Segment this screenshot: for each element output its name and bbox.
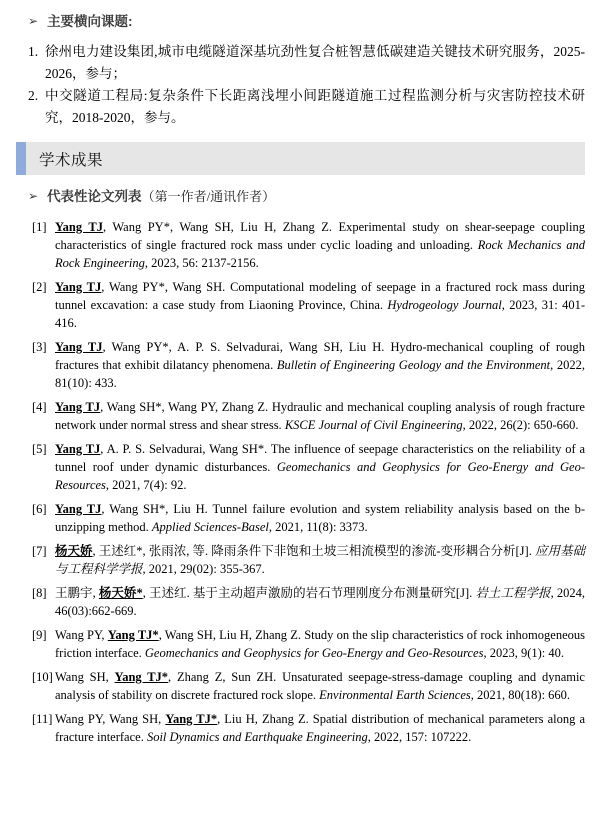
author-highlight: Yang TJ*	[114, 670, 169, 684]
paper-number: [6]	[32, 502, 47, 516]
paper-item	[28, 626, 585, 662]
paper-item	[28, 440, 585, 494]
project-item	[28, 41, 585, 85]
paper-text: , 2022, 26(2): 650-660.	[462, 418, 579, 432]
journal-name: Geomechanics and Geophysics for Geo-Energy and Geo-Resources	[144, 646, 484, 660]
journal-name: Applied Sciences-Basel	[151, 520, 269, 534]
paper-text: , 王述红*, 张雨浓, 等. 降雨条件下非饱和土坡三相流模型的渗流-变形耦合分析[J].	[92, 544, 535, 558]
paper-text: , 2021, 11(8): 3373.	[268, 520, 368, 534]
journal-name: Environmental Earth Sciences	[319, 688, 471, 702]
author-highlight: 杨天娇	[55, 544, 93, 558]
papers-heading-label: 代表性论文列表	[47, 189, 142, 204]
paper-text: , Wang PY*, A. P. S. Selvadurai, Wang SH, Liu H. Hydro-mechanical coupling of rough fractures that exhibit dilatancy phenomena.	[55, 340, 585, 372]
paper-text: , 2021, 7(4): 92.	[105, 478, 187, 492]
paper-item	[28, 278, 585, 332]
paper-number: [5]	[32, 442, 47, 456]
journal-name: Soil Dynamics and Earthquake Engineering	[146, 730, 368, 744]
paper-number: [11]	[32, 712, 53, 726]
papers-list	[28, 218, 585, 746]
project-item	[28, 85, 585, 129]
paper-text: , 2022, 157: 107222.	[367, 730, 472, 744]
author-highlight: Yang TJ	[55, 220, 103, 234]
author-highlight: Yang TJ	[55, 442, 101, 456]
projects-heading	[28, 12, 585, 32]
author-highlight: Yang TJ*	[107, 628, 159, 642]
paper-text: 王鹏宇,	[55, 586, 99, 600]
section-header-label: 学术成果	[39, 151, 104, 169]
paper-text: , 2023, 9(1): 40.	[483, 646, 565, 660]
paper-text: , 2024, 46(03):662-669.	[55, 586, 585, 618]
paper-text: , Zhang Z, Sun ZH. Unsaturated seepage-stress-damage coupling and dynamic analysis of stability on discrete fractured rock slope.	[55, 670, 585, 702]
paper-text: , 2021, 29(02): 355-367.	[142, 562, 265, 576]
journal-name: KSCE Journal of Civil Engineering	[284, 418, 463, 432]
arrow-bullet-icon: ➢	[28, 189, 39, 203]
paper-text: , A. P. S. Selvadurai, Wang SH*. The influence of seepage characteristics on the reliability of a tunnel roof under dynamic disturbances.	[55, 442, 585, 474]
section-header-achievements	[16, 142, 585, 175]
paper-text: Wang PY,	[55, 628, 108, 642]
author-highlight: 杨天娇*	[98, 586, 143, 600]
paper-text: , Wang SH, Liu H, Zhang Z. Study on the slip characteristics of rock inhomogeneous friction interface.	[55, 628, 585, 660]
paper-text: , Wang SH*, Wang PY, Zhang Z. Hydraulic and mechanical coupling analysis of rough fracture network under normal stress and shear stress.	[55, 400, 585, 432]
author-highlight: Yang TJ	[55, 400, 101, 414]
paper-number: [2]	[32, 280, 47, 294]
journal-name: 岩土工程学报	[475, 586, 551, 600]
paper-text: , 2021, 80(18): 660.	[470, 688, 571, 702]
papers-heading-subtitle: （第一作者/通讯作者）	[141, 189, 276, 204]
journal-name: Hydrogeology Journal	[387, 298, 502, 312]
author-highlight: Yang TJ*	[165, 712, 218, 726]
paper-text: Wang SH,	[55, 670, 115, 684]
project-item-number: 2.	[28, 88, 39, 103]
paper-item	[28, 542, 585, 578]
paper-number: [7]	[32, 544, 47, 558]
journal-name: 应用基础与工程科学学报	[55, 544, 585, 576]
paper-item	[28, 338, 585, 392]
projects-heading-label: 主要横向课题:	[47, 14, 133, 29]
journal-name: Bulletin of Engineering Geology and the Environment	[276, 358, 551, 372]
author-highlight: Yang TJ	[55, 340, 103, 354]
paper-number: [8]	[32, 586, 47, 600]
paper-number: [3]	[32, 340, 47, 354]
paper-item	[28, 500, 585, 536]
paper-item	[28, 710, 585, 746]
paper-text: , 2022, 81(10): 433.	[55, 358, 585, 390]
paper-text: , Wang SH*, Liu H. Tunnel failure evolution and system reliability analysis based on the b-unzipping method.	[55, 502, 585, 534]
paper-item	[28, 668, 585, 704]
arrow-bullet-icon: ➢	[28, 14, 39, 28]
paper-number: [10]	[32, 670, 53, 684]
paper-text: , Wang PY*, Wang SH. Computational modeling of seepage in a fractured rock mass during tunnel excavation: a case study from Liaoning Province, China.	[55, 280, 585, 312]
project-item-number: 1.	[28, 44, 39, 59]
paper-text: Wang PY, Wang SH,	[55, 712, 166, 726]
author-highlight: Yang TJ	[55, 502, 102, 516]
projects-list	[28, 41, 585, 129]
paper-number: [1]	[32, 220, 47, 234]
journal-name: Rock Mechanics and Rock Engineering	[55, 238, 585, 270]
paper-text: , 2023, 31: 401-416.	[55, 298, 585, 330]
paper-number: [4]	[32, 400, 47, 414]
paper-text: , 王述红. 基于主动超声激励的岩石节理刚度分布测量研究[J].	[142, 586, 476, 600]
papers-heading	[28, 187, 585, 207]
author-highlight: Yang TJ	[55, 280, 102, 294]
project-item-text: 徐州电力建设集团,城市电缆隧道深基坑劲性复合桩智慧低碳建造关键技术研究服务，2025-2026，参与；	[45, 44, 585, 81]
paper-item	[28, 584, 585, 620]
project-item-text: 中交隧道工程局:复杂条件下长距离浅埋小间距隧道施工过程监测分析与灾害防控技术研究，2018-2020，参与。	[45, 88, 585, 125]
paper-text: , 2023, 56: 2137-2156.	[144, 256, 259, 270]
paper-item	[28, 398, 585, 434]
paper-number: [9]	[32, 628, 47, 642]
paper-item	[28, 218, 585, 272]
paper-text: , Wang PY*, Wang SH, Liu H, Zhang Z. Experimental study on shear-seepage coupling characteristics of single fractured rock mass under cyclic loading and unloading.	[55, 220, 585, 252]
journal-name: Geomechanics and Geophysics for Geo-Energy and Geo-Resources	[55, 460, 585, 492]
paper-text: , Liu H, Zhang Z. Spatial distribution of mechanical parameters along a fracture interface.	[55, 712, 585, 744]
